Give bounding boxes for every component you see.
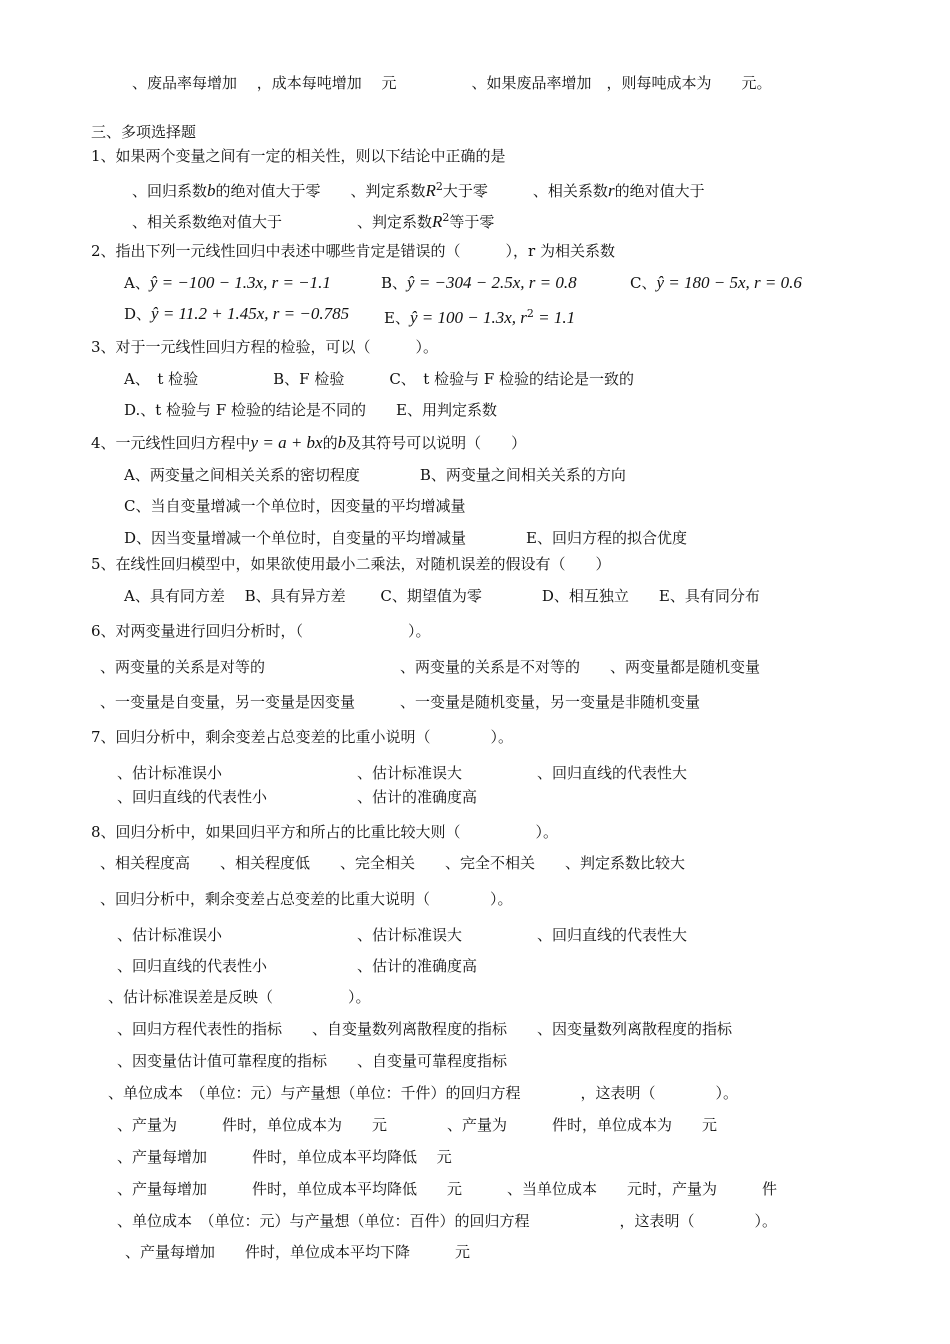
question-11-options-row3: 、产量每增加 件时，单位成本平均降低 元 、当单位成本 元时，产量为 件 [117, 1180, 778, 1198]
question-7: 7、回归分析中，剩余变差占总变差的比重小说明（ ）。 [91, 728, 514, 746]
question-5-options: A、具有同方差 B、具有异方差 C、期望值为零 D、相互独立 E、具有同分布 [124, 587, 760, 605]
question-3-options-row1: A、 t 检验 B、F 检验 C、 t 检验与 F 检验的结论是一致的 [124, 370, 635, 388]
question-9-options-row2: 、回归直线的代表性小 、估计的准确度高 [117, 957, 478, 975]
question-4: 4、一元线性回归方程中y = a + bx的b及其符号可以说明（ ） [91, 433, 527, 452]
question-10-options-row1: 、回归方程代表性的指标 、自变量数列离散程度的指标 、因变量数列离散程度的指标 [117, 1020, 733, 1038]
question-10-options-row2: 、因变量估计值可靠程度的指标 、自变量可靠程度指标 [117, 1052, 508, 1070]
question-5: 5、在线性回归模型中，如果欲使用最小二乘法，对随机误差的假设有（ ） [91, 555, 611, 573]
question-12: 、单位成本 （单位：元）与产量想（单位：百件）的回归方程 ，这表明（ ）。 [117, 1212, 778, 1230]
question-2-option-a: A、ŷ = −100 − 1.3x, r = −1.1 [124, 273, 331, 292]
question-7-options-row2: 、回归直线的代表性小 、估计的准确度高 [117, 788, 478, 806]
question-2-option-c: C、ŷ = 180 − 5x, r = 0.6 [630, 273, 802, 292]
question-6-options-row1: 、两变量的关系是对等的 、两变量的关系是不对等的 、两变量都是随机变量 [100, 658, 761, 676]
question-7-options-row1: 、估计标准误小 、估计标准误大 、回归直线的代表性大 [117, 764, 688, 782]
question-2-option-b: B、ŷ = −304 − 2.5x, r = 0.8 [381, 273, 577, 292]
question-9: 、回归分析中，剩余变差占总变差的比重大说明（ ）。 [100, 890, 513, 908]
question-11-options-row1: 、产量为 件时，单位成本为 元 、产量为 件时，单位成本为 元 [117, 1116, 718, 1134]
question-1-options-row2: 、相关系数绝对值大于 、判定系数$R^2$等于零 [132, 211, 495, 231]
question-10: 、估计标准误差是反映（ ）。 [108, 988, 371, 1006]
question-9-options-row1: 、估计标准误小 、估计标准误大 、回归直线的代表性大 [117, 926, 688, 944]
question-8: 8、回归分析中，如果回归平方和所占的比重比较大则（ ）。 [91, 823, 559, 841]
question-6: 6、对两变量进行回归分析时，（ ）。 [91, 622, 431, 640]
question-2: 2、指出下列一元线性回归中表述中哪些肯定是错误的（ ），r 为相关系数 [91, 242, 615, 260]
question-2-option-d: D、ŷ = 11.2 + 1.45x, r = −0.785 [124, 304, 350, 323]
question-6-options-row2: 、一变量是自变量，另一变量是因变量 、一变量是随机变量，另一变量是非随机变量 [100, 693, 701, 711]
question-4-options-row1: A、两变量之间相关关系的密切程度 B、两变量之间相关关系的方向 [124, 466, 626, 484]
question-11: 、单位成本 （单位：元）与产量想（单位：千件）的回归方程 ，这表明（ ）。 [108, 1084, 739, 1102]
question-1: 1、如果两个变量之间有一定的相关性，则以下结论中正确的是 [91, 147, 506, 165]
question-4-options-row3: D、因当变量增减一个单位时，自变量的平均增减量 E、回归方程的拟合优度 [124, 529, 687, 547]
line-cost-scrap-rate: 、废品率每增加 ，成本每吨增加 元 、如果废品率增加 ，则每吨成本为 元。 [132, 74, 772, 92]
question-3-options-row2: D.、t 检验与 F 检验的结论是不同的 E、用判定系数 [124, 401, 497, 419]
question-11-options-row2: 、产量每增加 件时，单位成本平均降低 元 [117, 1148, 452, 1166]
question-8-options: 、相关程度高 、相关程度低 、完全相关 、完全不相关 、判定系数比较大 [100, 854, 686, 872]
question-3: 3、对于一元线性回归方程的检验，可以（ ）。 [91, 338, 439, 356]
question-2-option-e: E、ŷ = 100 − 1.3x, $r^2 = 1.1$ [384, 307, 576, 327]
question-1-options-row1: 、回归系数b的绝对值大于零 、判定系数$R^2$大于零 、相关系数r的绝对值大于 [132, 180, 705, 200]
question-4-options-row2: C、当自变量增减一个单位时，因变量的平均增减量 [124, 497, 466, 515]
section-heading-multiple-choice: 三、多项选择题 [91, 123, 197, 141]
question-12-options: 、产量每增加 件时，单位成本平均下降 元 [125, 1243, 471, 1261]
